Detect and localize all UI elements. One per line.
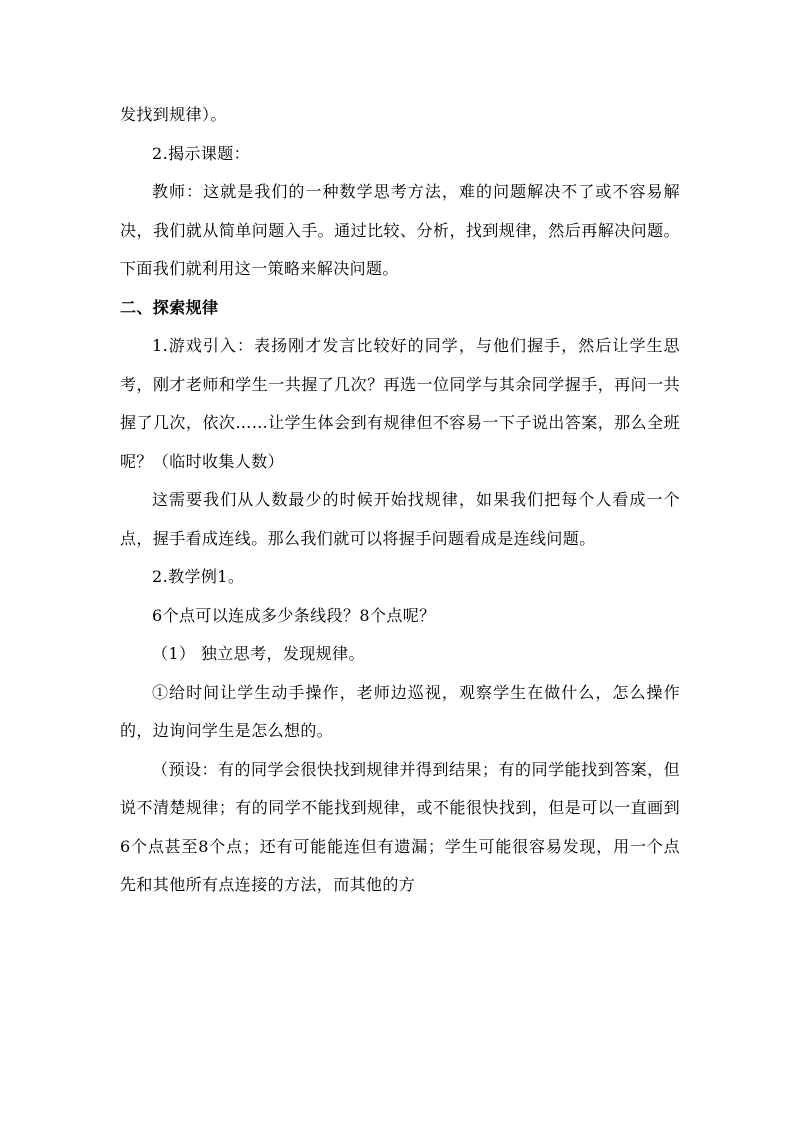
paragraph-continuation: 发找到规律）。 (120, 105, 227, 124)
paragraph-teacher-explanation: 教师：这就是我们的一种数学思考方法，难的问题解决不了或不容易解决，我们就从简单问题入手。通过比较、分析，找到规律，然后再解决问题。下面我们就利用这一策略来解决问题。 (120, 182, 680, 278)
paragraph-points-lines: 这需要我们从人数最少的时候开始找规律，如果我们把每个人看成一个点，握手看成连线。那么我们就可以将握手问题看成是连线问题。 (120, 490, 680, 548)
paragraph-hands-on: ①给时间让学生动手操作，老师边巡视，观察学生在做什么，怎么操作的，边询问学生是怎么想的。 (120, 682, 680, 740)
paragraph-preset: （预设：有的同学会很快找到规律并得到结果；有的同学能找到答案，但说不清楚规律；有的同学不能找到规律，或不能很快找到，但是可以一直画到6个点甚至8个点；还有可能能连但有遗漏；学生可能很容易发现，用一个点先和其他所有点连接的方法，而其他的方 (120, 759, 680, 894)
section-example-1: 2.教学例1。 (152, 567, 245, 586)
paragraph-game-intro: 1.游戏引入：表扬刚才发言比较好的同学，与他们握手，然后让学生思考，刚才老师和学生一共握了几次？再选一位同学与其余同学握手，再问一共握了几次，依次……让学生体会到有规律但不容易一下子说出答案，那么全班呢？（临时收集人数） (120, 336, 680, 471)
section-reveal-topic: 2.揭示课题： (152, 143, 251, 163)
document-body (120, 96, 680, 905)
subsection-independent-thinking: （1） 独立思考，发现规律。 (152, 644, 365, 663)
section-heading-explore-rules: 二、探索规律 (120, 297, 219, 317)
paragraph-example-question: 6个点可以连成多少条线段？8个点呢？ (152, 605, 436, 625)
